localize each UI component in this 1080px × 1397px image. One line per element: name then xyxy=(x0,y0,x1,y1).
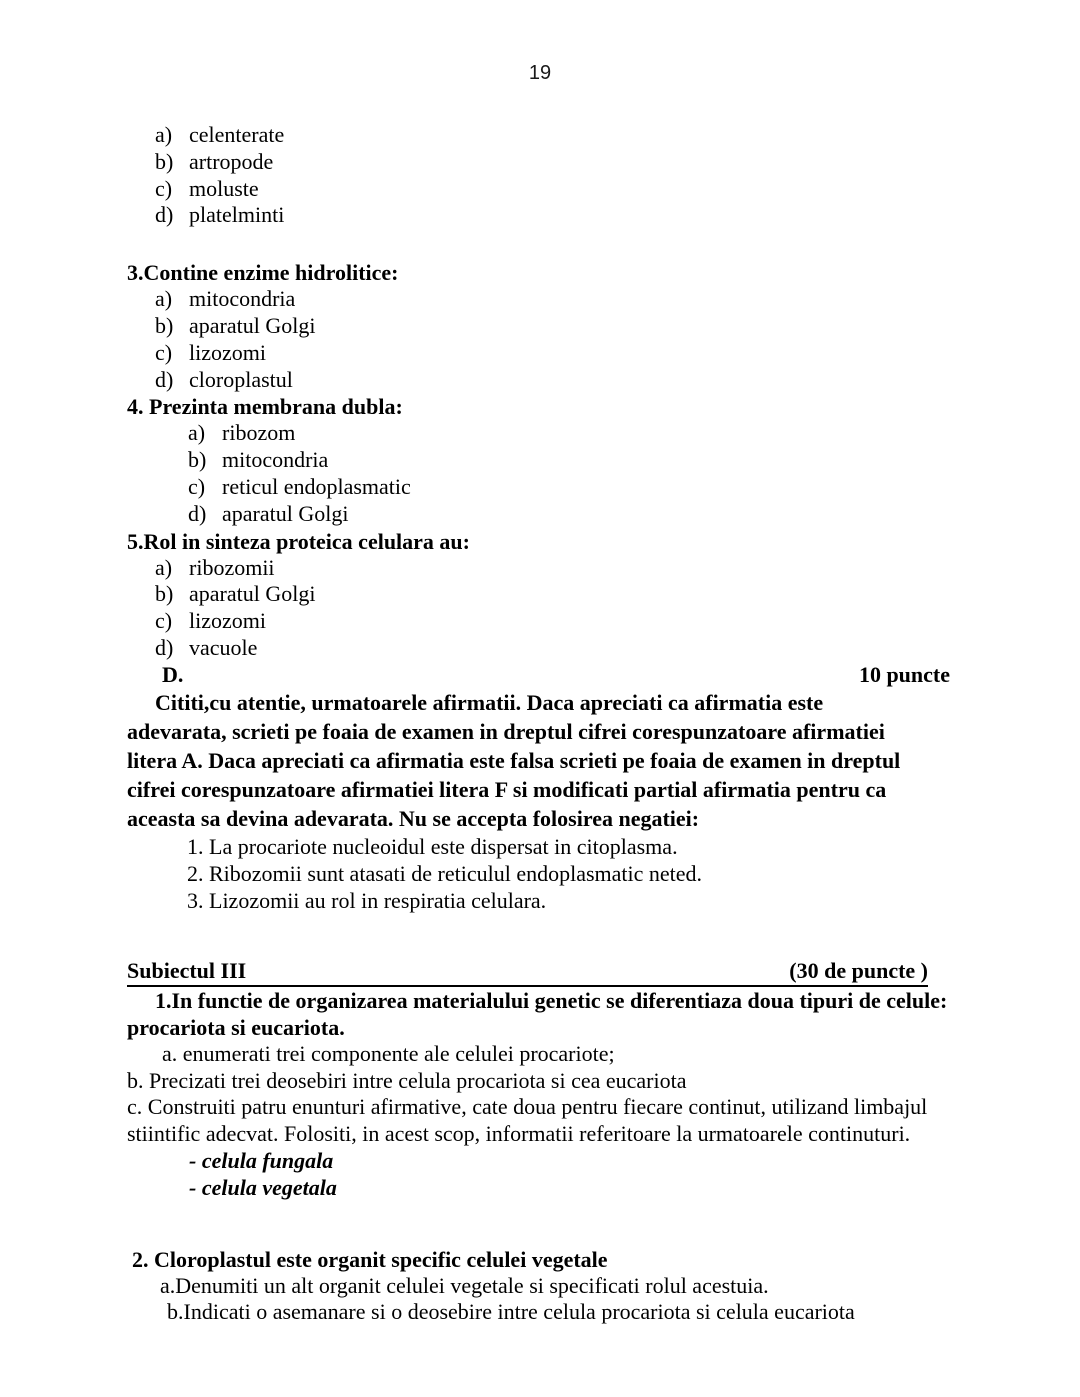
option-text: reticul endoplasmatic xyxy=(222,473,411,499)
spacer xyxy=(127,914,937,958)
option-marker: b) xyxy=(188,447,207,473)
bullet-item: - celula fungala xyxy=(189,1147,334,1173)
item-2-sub-a: a.Denumiti un alt organit celulei vegetale si specificati rolul acestuia. xyxy=(160,1272,769,1298)
item-1-sub-a: a. enumerati trei componente ale celulei procariote; xyxy=(162,1040,615,1066)
list-item xyxy=(127,340,937,367)
statement-item: 1. La procariote nucleoidul este dispersat in citoplasma. xyxy=(187,833,678,859)
option-marker: d) xyxy=(155,202,174,228)
option-text: vacuole xyxy=(189,634,258,660)
option-text: platelminti xyxy=(189,202,285,228)
list-item xyxy=(127,420,937,447)
list-item xyxy=(127,286,937,313)
option-marker: c) xyxy=(188,473,206,499)
option-marker: d) xyxy=(155,634,174,660)
option-marker: b) xyxy=(155,581,174,607)
list-item xyxy=(127,635,937,662)
option-text: aparatul Golgi xyxy=(189,581,316,607)
option-marker: b) xyxy=(155,312,174,338)
spacer xyxy=(127,229,937,259)
option-text: ribozomii xyxy=(189,554,275,580)
question-4 xyxy=(127,393,937,527)
option-text: moluste xyxy=(189,175,259,201)
section-d-header xyxy=(127,662,950,688)
list-item xyxy=(127,501,937,528)
list-item xyxy=(127,608,937,635)
option-marker: c) xyxy=(155,175,173,201)
list-item xyxy=(127,202,937,229)
subject-3-heading xyxy=(127,958,928,987)
list-item xyxy=(127,313,937,340)
page-number: 19 xyxy=(528,62,552,84)
subject-3-title: Subiectul III xyxy=(127,957,247,983)
section-d-label: D. xyxy=(162,661,184,687)
option-marker: a) xyxy=(155,286,173,312)
spacer xyxy=(127,1202,937,1246)
item-1-heading-line-2: procariota si eucariota. xyxy=(127,1014,345,1040)
option-marker: a) xyxy=(155,554,173,580)
document-body xyxy=(127,122,950,1326)
list-item xyxy=(127,149,937,176)
item-1-sub-c-line-2: stiintific adecvat. Folositi, in acest scop, informatii referitoare la urmatoarele continuturi. xyxy=(127,1121,911,1147)
section-d-instructions: Cititi,cu atentie, urmatoarele afirmatii. Daca apreciati ca afirmatia este adevarata, scrieti pe foaia de examen in dreptul cifrei corespunzatoare afirmatiei litera A. Daca apreciati ca afirmatia este falsa scrieti pe foaia de examen in dreptul cifrei corespunzatoare afirmatiei litera F si modificati partial afirmatia pentru ca aceasta sa devina adevarata. Nu se accepta folosirea negatiei: xyxy=(127,689,901,831)
statement-item: 2. Ribozomii sunt atasati de reticulul endoplasmatic neted. xyxy=(187,860,703,886)
option-text: aparatul Golgi xyxy=(189,312,316,338)
item-1-sub-b: b. Precizati trei deosebiri intre celula procariota si cea eucariota xyxy=(127,1067,687,1093)
question-2-options xyxy=(127,122,937,229)
list-item xyxy=(127,474,937,501)
option-text: mitocondria xyxy=(222,447,329,473)
question-3-heading: 3.Contine enzime hidrolitice: xyxy=(127,260,399,286)
item-2-sub-b: b.Indicati o asemanare si o deosebire intre celula procariota si celula eucariota xyxy=(167,1299,855,1325)
option-text: mitocondria xyxy=(189,286,296,312)
list-item xyxy=(127,581,937,608)
section-d-points: 10 puncte xyxy=(858,661,950,687)
list-item xyxy=(127,122,937,149)
list-item xyxy=(127,447,937,474)
list-item xyxy=(127,367,937,394)
option-marker: b) xyxy=(155,148,174,174)
bullet-item: - celula vegetala xyxy=(189,1174,337,1200)
option-marker: c) xyxy=(155,339,173,365)
item-1-sub-c-line-1: c. Construiti patru enunturi afirmative, cate doua pentru fiecare continut, utilizand limbajul xyxy=(127,1094,928,1120)
option-text: artropode xyxy=(189,148,274,174)
option-text: cloroplastul xyxy=(189,366,293,392)
statement-item: 3. Lizozomii au rol in respiratia celulara. xyxy=(187,887,547,913)
option-text: celenterate xyxy=(189,122,285,147)
option-text: ribozom xyxy=(222,420,296,446)
subject-3-item-1 xyxy=(127,987,948,1202)
item-2-heading: 2. Cloroplastul este organit specific celulei vegetale xyxy=(132,1246,608,1272)
option-text: lizozomi xyxy=(189,608,266,634)
option-marker: d) xyxy=(188,500,207,526)
question-3 xyxy=(127,259,937,393)
list-item xyxy=(127,176,937,203)
subject-3-item-2 xyxy=(127,1246,937,1327)
option-marker: c) xyxy=(155,608,173,634)
question-5 xyxy=(127,528,937,662)
option-text: lizozomi xyxy=(189,339,266,365)
question-5-heading: 5.Rol in sinteza proteica celulara au: xyxy=(127,528,470,554)
question-4-heading: 4. Prezinta membrana dubla: xyxy=(127,394,403,420)
option-marker: a) xyxy=(155,122,173,147)
list-item xyxy=(127,555,937,582)
section-d-statements xyxy=(127,833,937,914)
option-text: aparatul Golgi xyxy=(222,500,349,526)
option-marker: d) xyxy=(155,366,174,392)
option-marker: a) xyxy=(188,420,206,446)
subject-3-points: (30 de puncte ) xyxy=(789,957,928,983)
item-1-heading-line-1: 1.In functie de organizarea materialului genetic se diferentiaza doua tipuri de celule: xyxy=(155,987,948,1013)
